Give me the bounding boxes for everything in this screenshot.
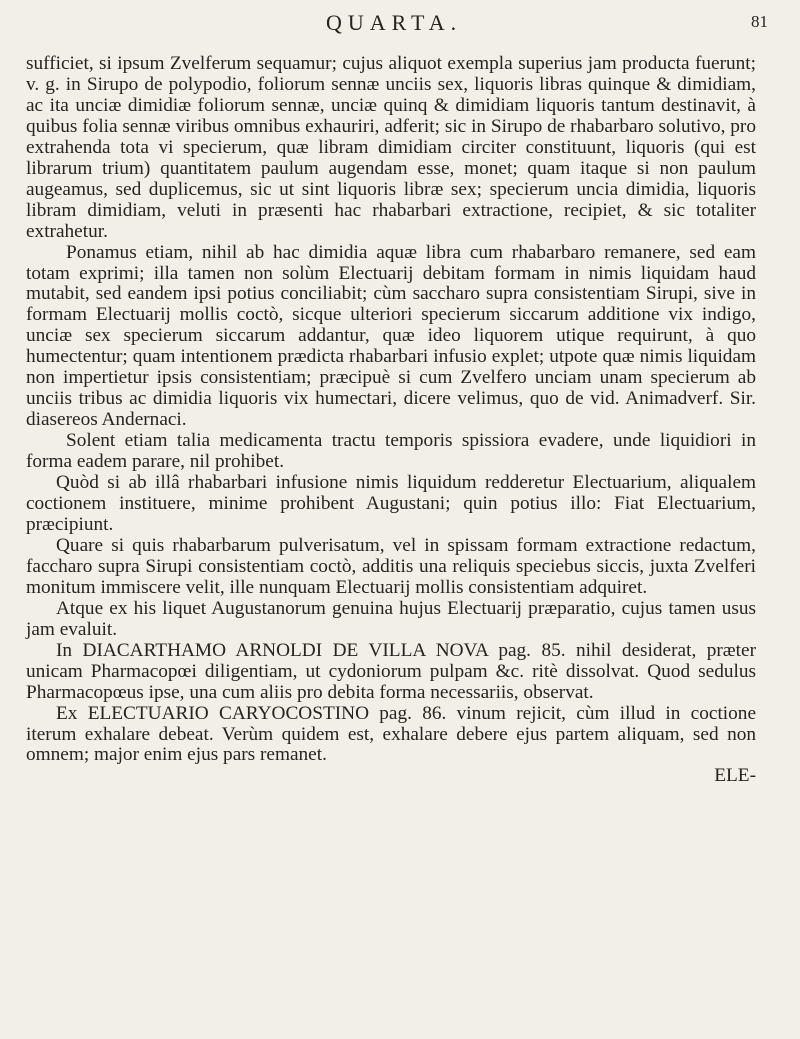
paragraph-4: Quòd si ab illâ rhabarbari infusione nimis liquidum redderetur Electuarium, aliqualem coctionem instituere, minime prohibent Augustani; quin potius illo: Fiat Electuarium, præcipiunt.: [26, 472, 756, 535]
catchword: ELE-: [714, 765, 756, 787]
running-head: QUARTA.: [326, 10, 463, 35]
paragraph-5: Quare si quis rhabarbarum pulverisatum, vel in spissam formam extractione redactum, faccharo supra Sirupi consistentiam coctò, additis una reliquis speciebus siccis, juxta Zvelferi monitum immiscere velit, ille nunquam Electuarij mollis consistentiam adquiret.: [26, 534, 756, 598]
paragraph-2: Ponamus etiam, nihil ab hac dimidia aquæ libra cum rhabarbaro remanere, sed eam totam exprimi; illa tamen non solùm Electuarij debitam formam in nimis liquidam haud mutabit, sed eandem ipsi potius conciliabit; cùm saccharo supra consistentiam Sirupi, sive in formam Electuarij mollis coctò, sicque ulteriori specierum siccarum additione vix indigo, unciæ sex specierum siccarum addantur, quæ ideo liquorem utique requirunt, à quo humectentur; quam intentionem prædicta rhabarbari infusio explet; utpote quæ nimis liquidam non impertietur ipsis consistentiam; præcipuè si cum Zvelfero unciam unam specierum ab unciis tribus ac dimidia liquoris vix humectari, dicere velimus, quo de vid. Animadverf. Sir. diasereos Andernaci.: [26, 241, 756, 431]
paragraph-8: Ex ELECTUARIO CARYOCOSTINO pag. 86. vinum rejicit, cùm illud in coctione iterum exhalare debeat. Verùm quidem est, exhalare debere ejus partem aliquam, sed non omnem; major enim ejus pars remanet.: [26, 702, 756, 766]
body-text: [26, 54, 756, 787]
paragraph-6: Atque ex his liquet Augustanorum genuina hujus Electuarij præparatio, cujus tamen usus jam evaluit.: [26, 597, 756, 640]
page-header: [26, 0, 768, 54]
paragraph-3: Solent etiam talia medicamenta tractu temporis spissiora evadere, unde liquidiori in forma eadem parare, nil prohibet.: [26, 430, 756, 473]
paragraph-7: In DIACARTHAMO ARNOLDI DE VILLA NOVA pag. 85. nihil desiderat, præter unicam Pharmacopœi diligentiam, ut cydoniorum pulpam &c. ritè dissolvat. Quod sedulus Pharmacopœus ipse, una cum aliis pro debita forma necessariis, observat.: [26, 639, 756, 703]
paragraph-1: sufficiet, si ipsum Zvelferum sequamur; cujus aliquot exempla superius jam producta fuerunt; v. g. in Sirupo de polypodio, foliorum sennæ unciis sex, liquoris libras quinque & dimidiam, ac ita unciæ dimidiæ foliorum sennæ, unciæ quinq & dimidiam liquoris tantum destinavit, à quibus folia sennæ viribus omnibus exhauriri, adferit; sic in Sirupo de rhabarbaro solutivo, pro extrahenda tota vi specierum, quæ libram dimidiam circiter constituunt, liquoris (qui est librarum trium) quantitatem paulum augendam esse, monet; quam itaque si non paulum augeamus, sed duplicemus, sic ut sint liquoris libræ sex; specierum uncia dimidia, liquoris libram dimidiam, veluti in præsenti hac rhabarbari extractione, recipiet, & sic totaliter extrahetur.: [26, 53, 756, 242]
page-number: 81: [751, 12, 768, 31]
